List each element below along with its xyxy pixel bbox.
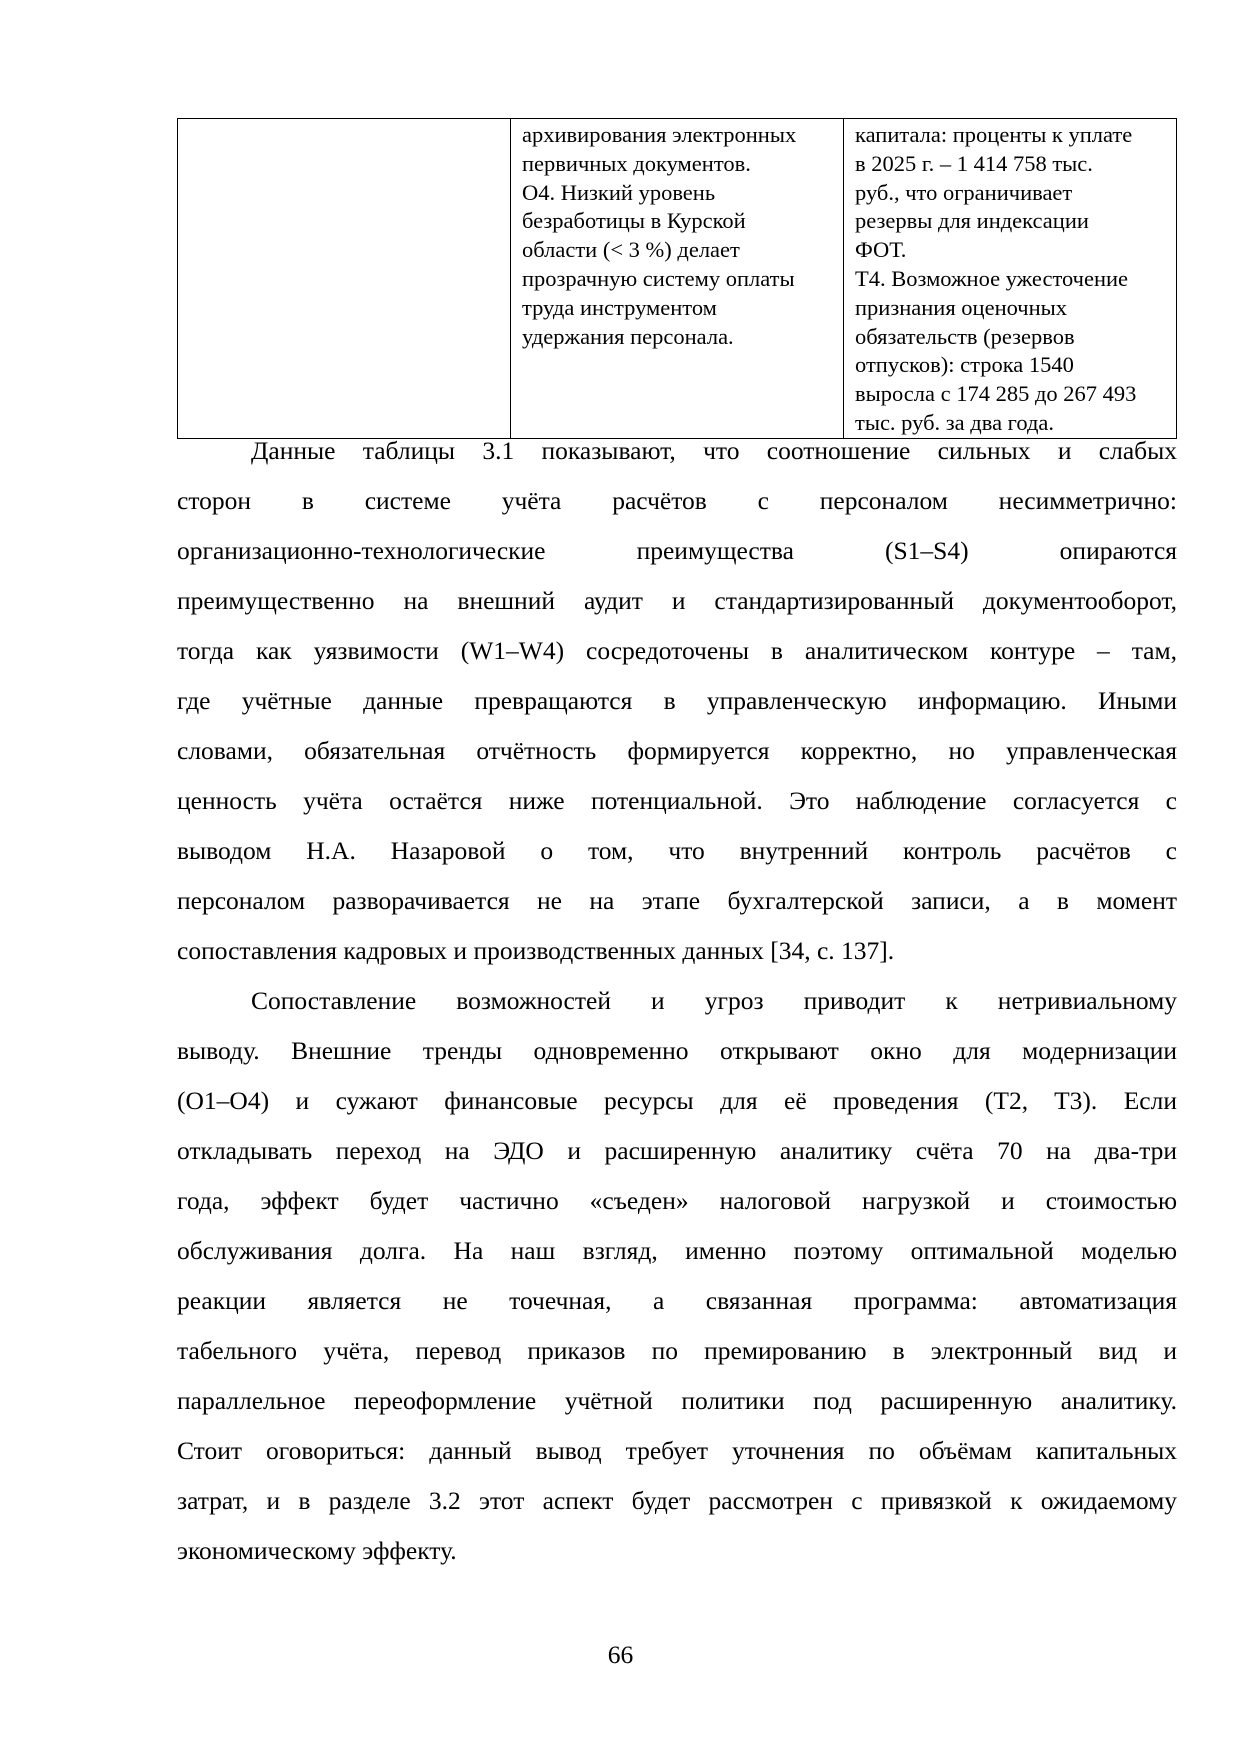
cell-text-line: ФОТ. bbox=[855, 237, 907, 263]
swot-table-continuation bbox=[177, 118, 1177, 439]
cell-text-line: выросла с 174 285 до 267 493 bbox=[855, 381, 1137, 407]
paragraph-line: Стоит оговориться: данный вывод требует уточнения по объёмам капитальных bbox=[177, 1436, 1177, 1465]
cell-text-line: прозрачную систему оплаты bbox=[522, 265, 795, 291]
paragraph-line-last: сопоставления кадровых и производственных данных [34, с. 137]. bbox=[177, 936, 895, 965]
paragraph-line: сторон в системе учёта расчётов с персоналом несимметрично: bbox=[177, 486, 1177, 515]
paragraph-line: реакции является не точечная, а связанная программа: автоматизация bbox=[177, 1286, 1177, 1315]
paragraph-swot-analysis bbox=[177, 426, 1177, 976]
paragraph-line: выводу. Внешние тренды одновременно открывают окно для модернизации bbox=[177, 1036, 1177, 1065]
cell-text-line: руб., что ограничивает bbox=[855, 179, 1073, 205]
cell-text-line: резервы для индексации bbox=[855, 208, 1089, 234]
paragraph-line: Данные таблицы 3.1 показывают, что соотношение сильных и слабых bbox=[251, 436, 1177, 465]
paragraph-line: параллельное переоформление учётной политики под расширенную аналитику. bbox=[177, 1386, 1177, 1415]
paragraph-line: тогда как уязвимости (W1–W4) сосредоточены в аналитическом контуре – там, bbox=[177, 636, 1177, 665]
page-number: 66 bbox=[607, 1640, 634, 1669]
cell-text-line: в 2025 г. – 1 414 758 тыс. bbox=[855, 150, 1093, 176]
paragraph-opportunities-threats bbox=[177, 976, 1177, 1576]
paragraph-line: обслуживания долга. На наш взгляд, именно поэтому оптимальной моделью bbox=[177, 1236, 1177, 1265]
paragraph-line: выводом Н.А. Назаровой о том, что внутренний контроль расчётов с bbox=[177, 836, 1177, 865]
cell-text-line: обязательств (резервов bbox=[855, 323, 1075, 349]
cell-text-line: отпусков): строка 1540 bbox=[855, 352, 1074, 378]
cell-text-line: O4. Низкий уровень bbox=[522, 179, 716, 205]
cell-text-line: архивирования электронных bbox=[522, 122, 797, 147]
cell-text-line: удержания персонала. bbox=[522, 323, 734, 349]
paragraph-line: затрат, и в разделе 3.2 этот аспект будет рассмотрен с привязкой к ожидаемому bbox=[177, 1486, 1177, 1515]
cell-text-line: T4. Возможное ужесточение bbox=[855, 265, 1129, 291]
table-cell-threats bbox=[844, 119, 1177, 439]
paragraph-line: ценность учёта остаётся ниже потенциальной. Это наблюдение согласуется с bbox=[177, 786, 1177, 815]
cell-text-line: тыс. руб. за два года. bbox=[855, 409, 1055, 435]
table-row bbox=[178, 119, 1177, 439]
paragraph-line: где учётные данные превращаются в управленческую информацию. Иными bbox=[177, 686, 1177, 715]
cell-text-line: признания оценочных bbox=[855, 294, 1068, 320]
paragraph-line: организационно-технологические преимущества (S1–S4) опираются bbox=[177, 536, 1177, 565]
paragraph-line: (O1–O4) и сужают финансовые ресурсы для её проведения (T2, T3). Если bbox=[177, 1086, 1177, 1115]
table-cell-empty bbox=[178, 119, 511, 439]
paragraph-line: Сопоставление возможностей и угроз приводит к нетривиальному bbox=[251, 986, 1177, 1015]
paragraph-line: персоналом разворачивается не на этапе бухгалтерской записи, а в момент bbox=[177, 886, 1177, 915]
table-cell-opportunities bbox=[511, 119, 844, 439]
paragraph-line-last: экономическому эффекту. bbox=[177, 1536, 457, 1565]
paragraph-line: преимущественно на внешний аудит и стандартизированный документооборот, bbox=[177, 586, 1177, 615]
cell-text-line: труда инструментом bbox=[522, 294, 717, 320]
paragraph-line: табельного учёта, перевод приказов по премированию в электронный вид и bbox=[177, 1336, 1177, 1365]
cell-text-line: области (< 3 %) делает bbox=[522, 237, 740, 263]
cell-text-line: первичных документов. bbox=[522, 150, 751, 176]
cell-text-line: безработицы в Курской bbox=[522, 208, 746, 234]
paragraph-line: откладывать переход на ЭДО и расширенную аналитику счёта 70 на два-три bbox=[177, 1136, 1177, 1165]
paragraph-line: словами, обязательная отчётность формируется корректно, но управленческая bbox=[177, 736, 1177, 765]
cell-text-line: капитала: проценты к уплате bbox=[855, 122, 1133, 147]
paragraph-line: года, эффект будет частично «съеден» налоговой нагрузкой и стоимостью bbox=[177, 1186, 1177, 1215]
